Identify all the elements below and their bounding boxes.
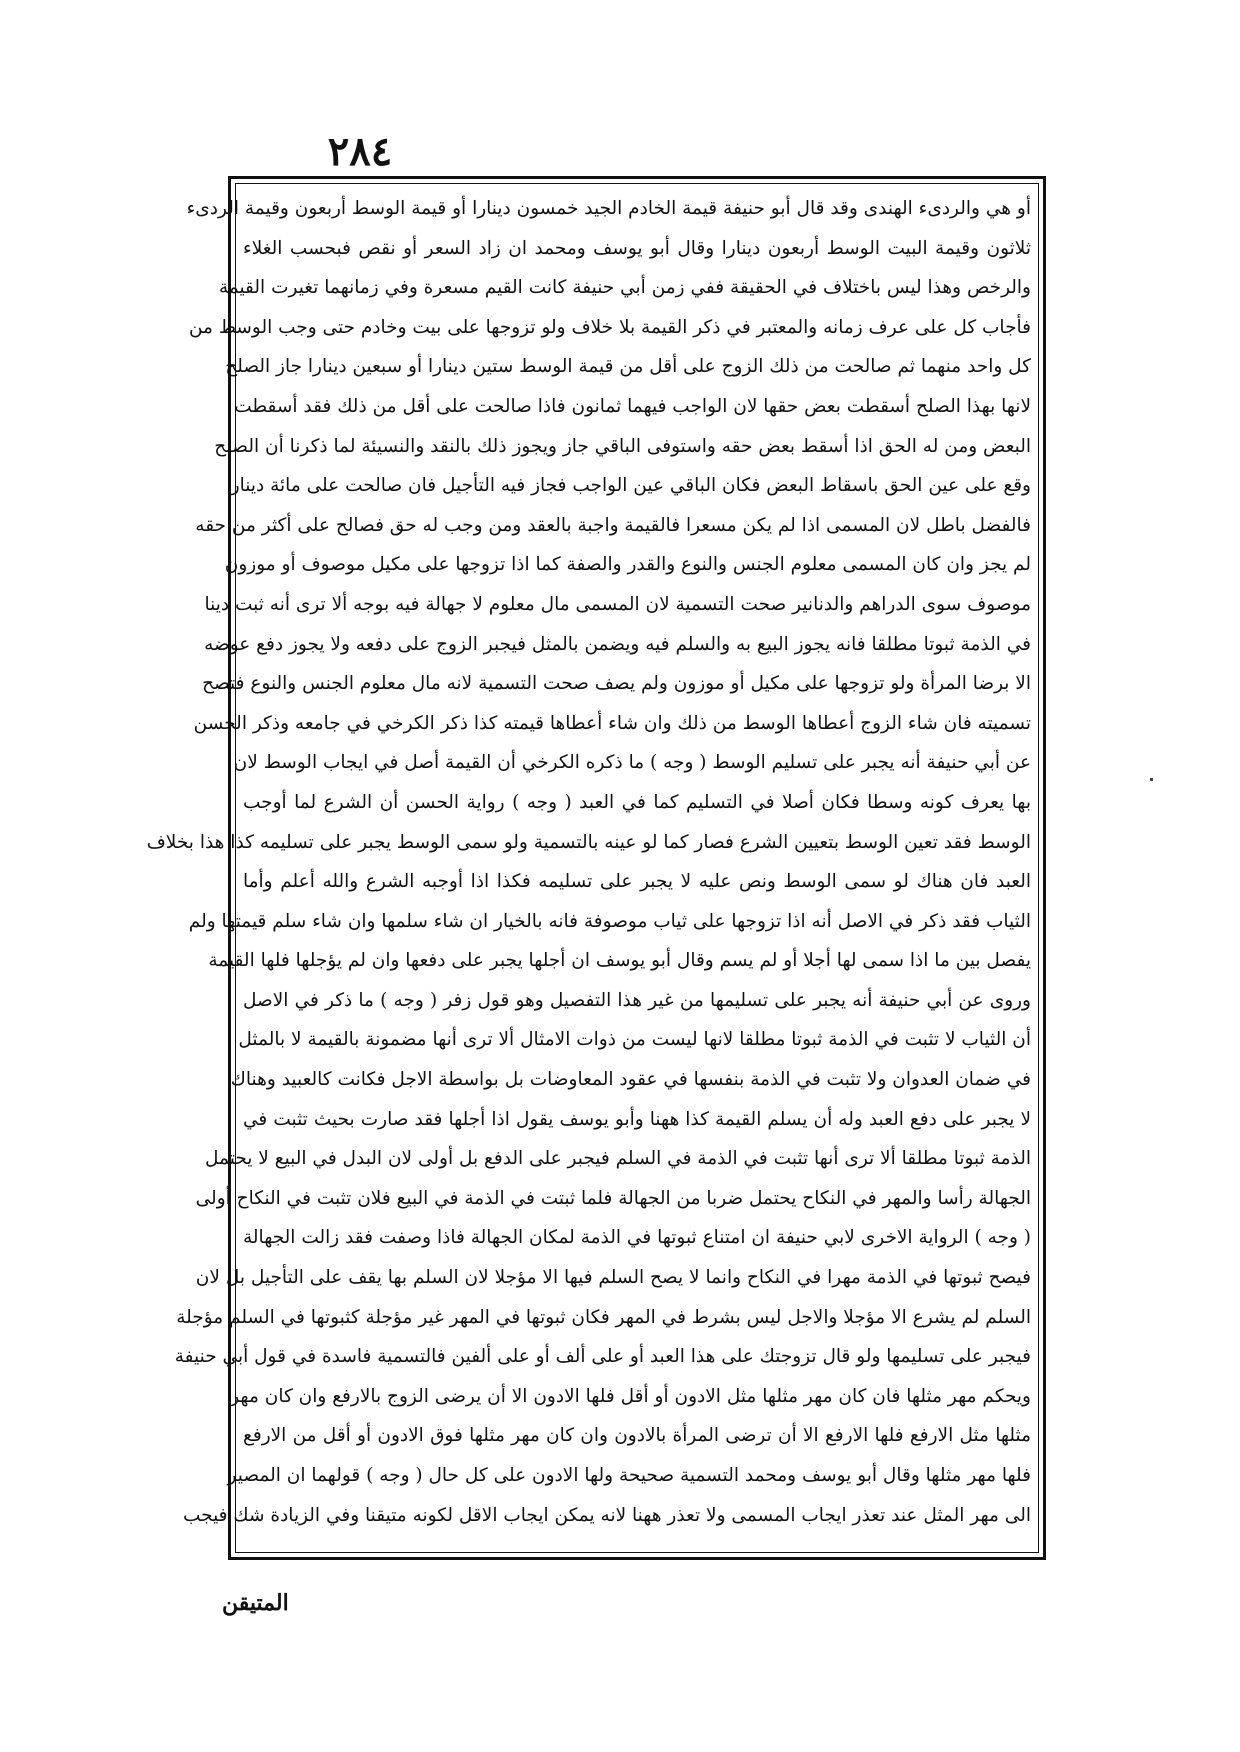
text-line: عن أبي حنيفة أنه يجبر على تسليم الوسط ( وجه ) ما ذكره الكرخي أن القيمة أصل في ايجاب الوسط لان (233, 752, 1031, 774)
text-line: فيجبر على تسليمها ولو قال تزوجتك على هذا العبد أو على ألف أو على ألفين فالتسمية فاسدة في قول أبي حنيفة (174, 1346, 1031, 1368)
text-line: الوسط فقد تعين الوسط بتعيين الشرع فصار كما لو عينه بالتسمية ولو سمى الوسط يجبر على تسليمه كذا هذا بخلاف (146, 831, 1031, 853)
text-line: أن الثياب لا تثبت في الذمة ثبوتا مطلقا لانها ليست من ذوات الامثال ألا ترى أنها مضمونة بالقيمة لا بالمثل (238, 1029, 1031, 1051)
text-line: وروى عن أبي حنيفة أنه يجبر على تسليمها من غير هذا التفصيل وهو قول زفر ( وجه ) ما ذكر في الاصل (243, 989, 1031, 1011)
text-line: في ضمان العدوان ولا تثبت في الذمة بنفسها في عقود المعاوضات بل بواسطة الاجل فكانت كالعبيد وهناك (230, 1069, 1031, 1091)
page-number: ٢٨٤ (327, 128, 393, 175)
text-line: يفصل بين ما اذا سمى لها أجلا أو لم يسم وقال أبو يوسف ان أجلها يجبر على دفعها وان لم يؤجلها فلها القيمة (208, 950, 1031, 972)
text-line: فيصح ثبوتها في الذمة مهرا في النكاح وانما لا يصح السلم فيها الا مؤجلا لان السلم بها يقف على التأجيل بل لان (195, 1267, 1031, 1289)
text-line: بها يعرف كونه وسطا فكان أصلا في التسليم كما في العبد ( وجه ) رواية الحسن أن الشرع لما أوجب (243, 791, 1031, 813)
text-line: لم يجز وان كان المسمى معلوم الجنس والنوع والقدر والصفة كما اذا تزوجها على مكيل موصوف أو موزون (224, 554, 1031, 576)
margin-mark (1150, 778, 1153, 781)
text-line: الذمة ثبوتا مطلقا ألا ترى أنها تثبت في الذمة في السلم فيجبر على الدفع بل أولى لان البدل في البيع لا يحتمل (205, 1148, 1031, 1170)
text-line: العبد فان هناك لو سمى الوسط ونص عليه لا يجبر على تسليمه فكذا اذا أوجبه الشرع والله أعلم وأما (243, 871, 1031, 893)
text-line: أو هي والردىء الهندى وقد قال أبو حنيفة قيمة الخادم الجيد خمسون دينارا أو قيمة الوسط أربعون وقيمة الردىء (186, 198, 1031, 219)
text-line: فأجاب كل على عرف زمانه والمعتبر في ذكر القيمة بلا خلاف ولو تزوجها على بيت وخادم حتى وجب الوسط من (188, 316, 1031, 338)
text-line: ( وجه ) الرواية الاخرى لابي حنيفة ان امتناع ثبوتها في الذمة لمكان الجهالة فاذا وصفت فقد زالت الجهالة (243, 1227, 1031, 1249)
text-line: لانها بهذا الصلح أسقطت بعض حقها لان الواجب فيهما ثمانون فاذا صالحت على أقل من ذلك فقد أسقطت (234, 395, 1031, 417)
text-line: لا يجبر على دفع العبد وله أن يسلم القيمة كذا ههنا وأبو يوسف يقول اذا أجلها فقد صارت بحيث تثبت في (243, 1108, 1031, 1130)
text-line: كل واحد منهما ثم صالحت من ذلك الزوج على أقل من قيمة الوسط ستين دينارا أو سبعين دينارا جاز الصلح (225, 356, 1031, 378)
text-frame (146, 176, 1046, 1560)
text-line: موصوف سوى الدراهم والدنانير صحت التسمية لان المسمى مال معلوم لا جهالة فيه بوجه ألا ترى أنه ثبت دينا (204, 593, 1031, 615)
text-line: ثلاثون وقيمة البيت الوسط أربعون دينارا وقال أبو يوسف ومحمد ان زاد السعر أو نقص فبحسب الغلاء (243, 237, 1031, 259)
text-line: وقع على عين الحق باسقاط البعض فكان الباقي عين الواجب فجاز فيه التأجيل فان صالحت على مائة دينار (230, 475, 1031, 497)
text-line: الثياب فقد ذكر في الاصل أنه اذا تزوجها على ثياب موصوفة فانه بالخيار ان شاء سلمها وان شاء سلم قيمتها ولم (188, 910, 1031, 932)
text-line: والرخص وهذا ليس باختلاف في الحقيقة ففي زمن أبي حنيفة كانت القيم مسعرة وفي زمانهما تغيرت القيمة (218, 277, 1031, 299)
text-line: السلم لم يشرع الا مؤجلا والاجل ليس بشرط في المهر فكان ثبوتها في المهر غير مؤجلة كثبوتها في السلم مؤجلة (176, 1306, 1031, 1328)
text-line: الجهالة رأسا والمهر في النكاح يحتمل ضربا من الجهالة فلما ثبتت في الذمة في البيع فلان تثبت في النكاح أولى (195, 1187, 1031, 1209)
text-line: ويحكم مهر مثلها فان كان مهر مثلها مثل الادون أو أقل فلها الادون الا أن يرضى الزوج بالارفع وان كان مهر (230, 1385, 1031, 1407)
text-line: فلها مهر مثلها وقال أبو يوسف ومحمد التسمية صحيحة ولها الادون على كل حال ( وجه ) قولهما ان المصير (227, 1465, 1031, 1486)
text-line: في الذمة ثبوتا مطلقا فانه يجوز البيع به والسلم فيه ويضمن بالمثل فيجبر الزوج على دفعه ولا يجوز دفع عوضه (204, 633, 1031, 655)
text-line: الى مهر المثل عند تعذر ايجاب المسمى ولا تعذر ههنا لانه يمكن ايجاب الاقل لكونه متيقنا وفي الزيادة شك فيجب (182, 1504, 1031, 1526)
text-line: مثلها مثل الارفع فلها الارفع الا أن ترضى المرأة بالادون وان كان مهر مثلها فوق الادون أو أقل من الارفع (243, 1425, 1031, 1447)
text-line: فالفضل باطل لان المسمى اذا لم يكن مسعرا فالقيمة واجبة بالعقد ومن وجب له حق فصالح على أكثر من حقه (195, 514, 1031, 536)
catchword: المتيقن (222, 1590, 289, 1616)
text-line: تسميته فان شاء الزوج أعطاها الوسط من ذلك وان شاء أعطاها قيمته كذا ذكر الكرخي في جامعه وذكر الحسن (193, 712, 1031, 734)
text-line: البعض ومن له الحق اذا أسقط بعض حقه واستوفى الباقي جاز ويجوز ذلك بالنقد والنسيئة لما ذكرنا أن الصلح (214, 435, 1031, 457)
text-line: الا برضا المرأة ولو تزوجها على مكيل أو موزون ولم يصف صحت التسمية لانه مال معلوم الجنس والنوع فتصح (202, 673, 1031, 695)
body-text (146, 189, 1031, 1547)
